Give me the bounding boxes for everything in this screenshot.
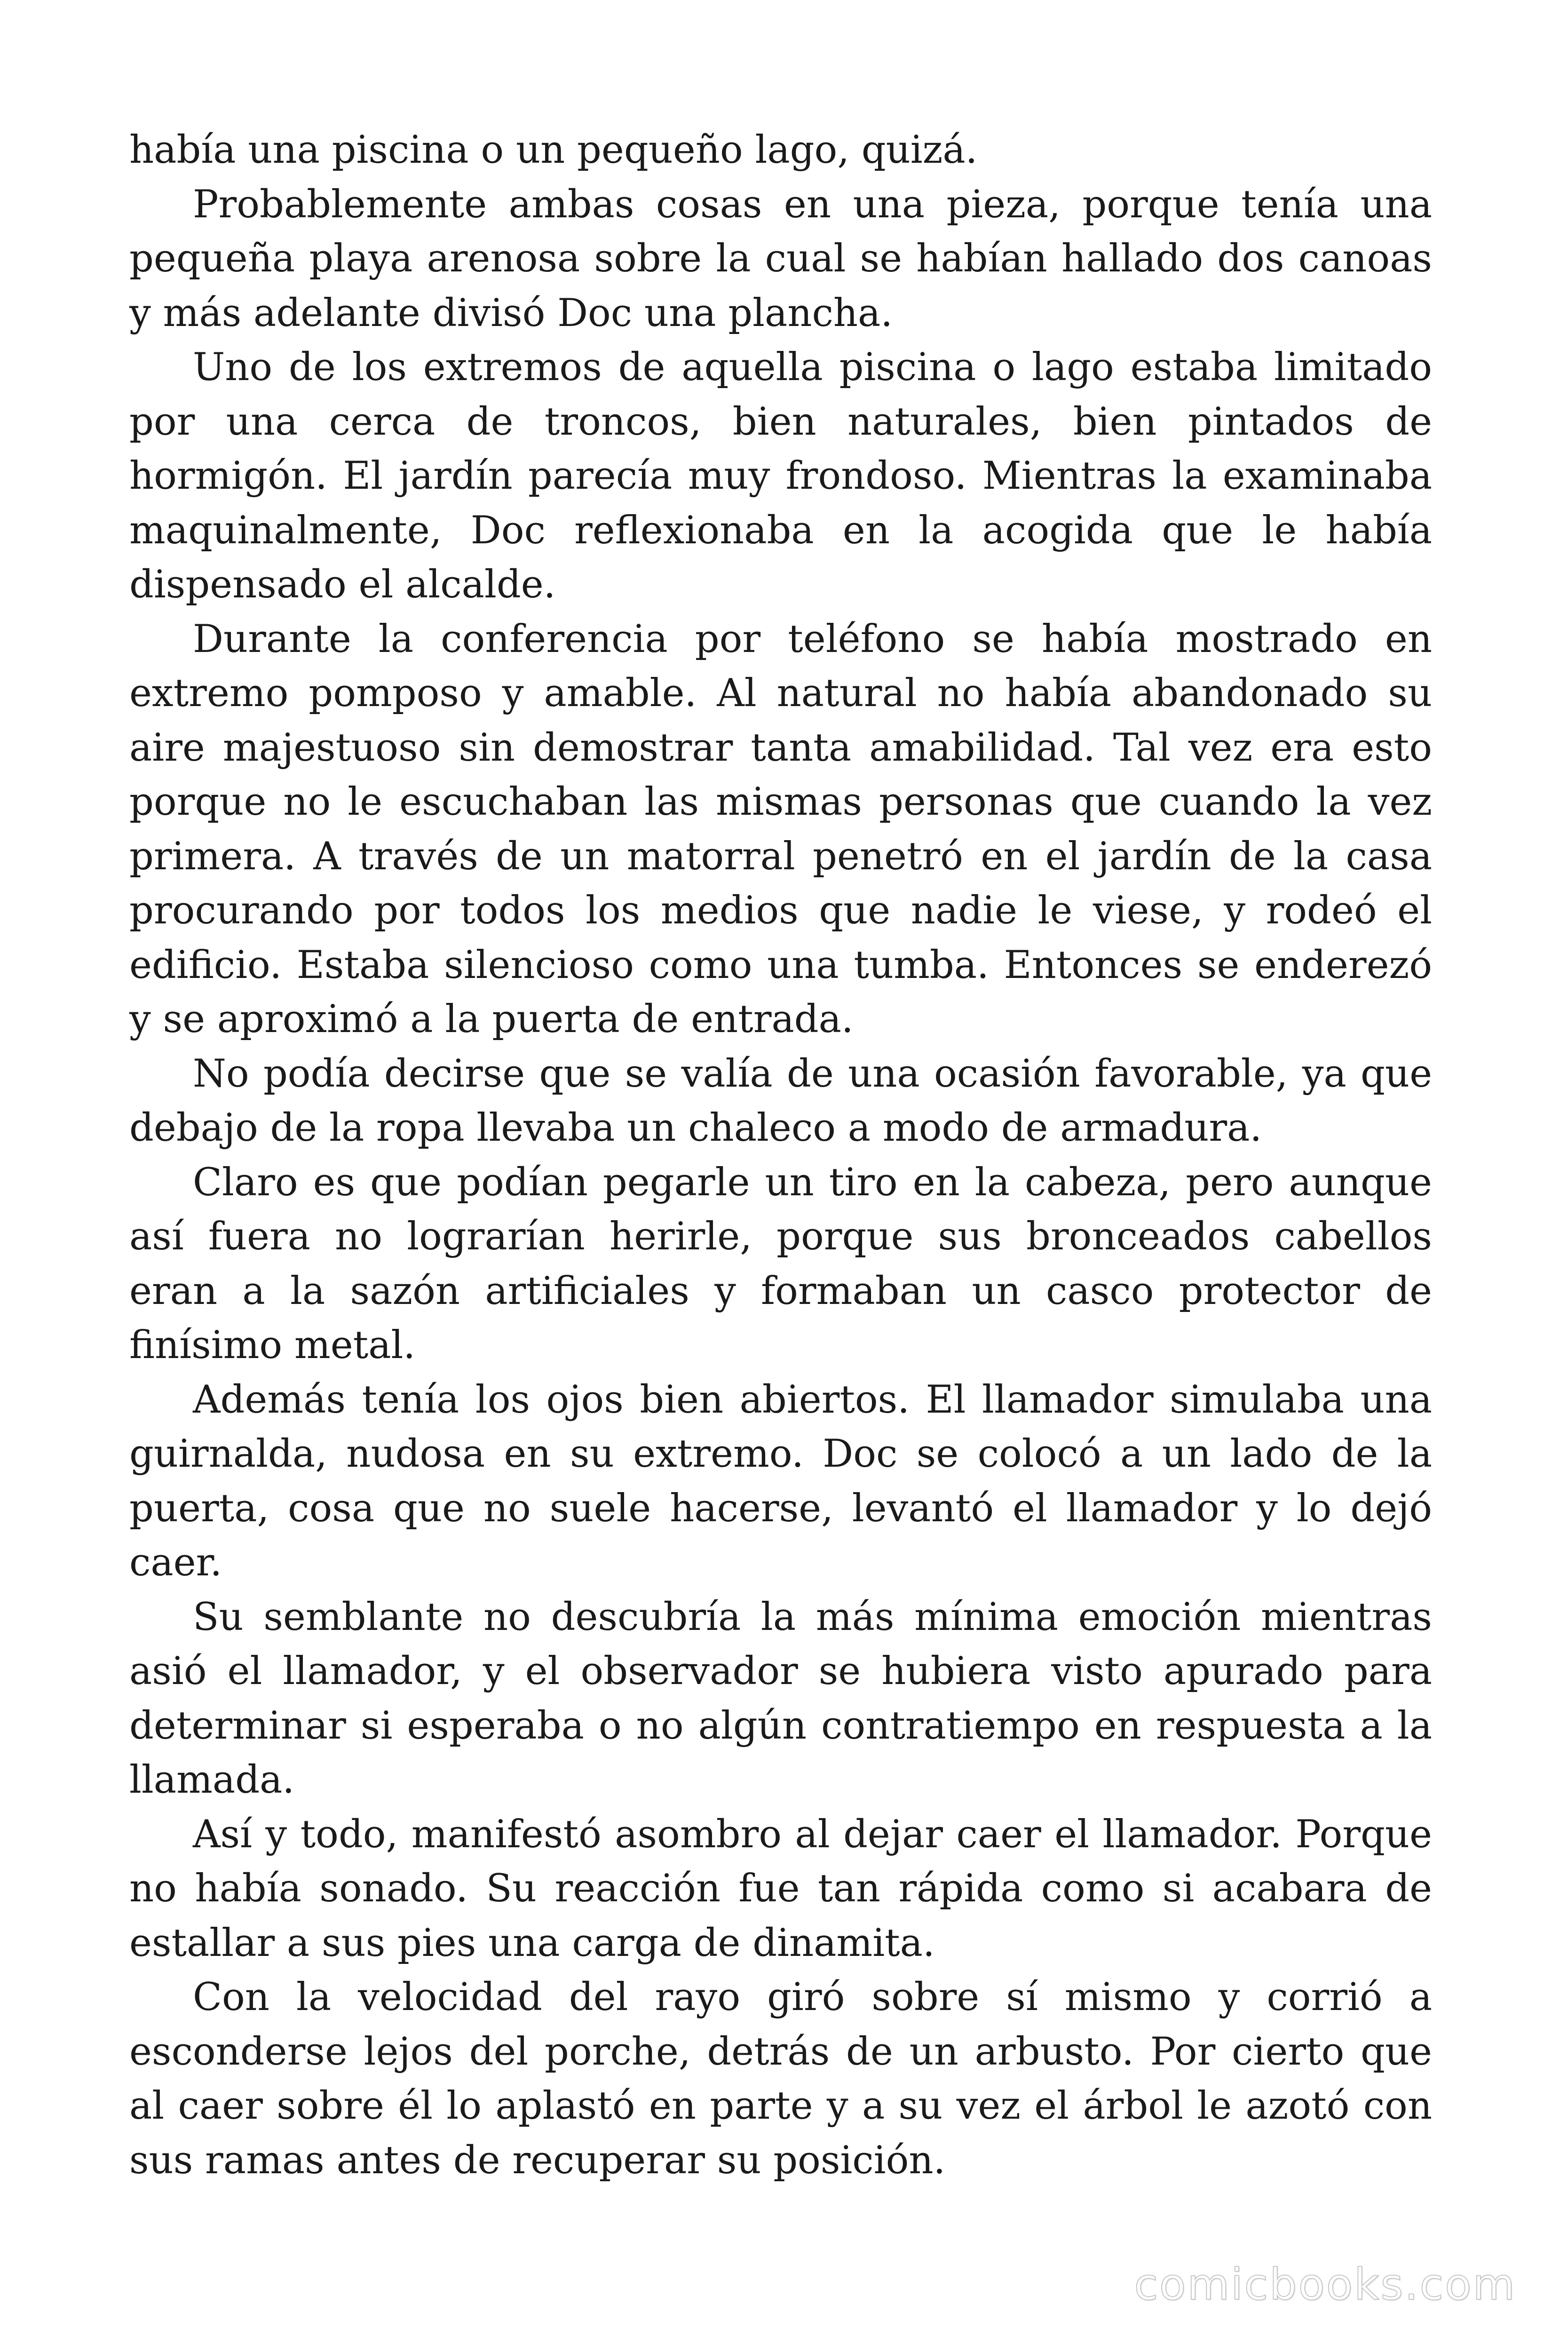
paragraph-8: Su semblante no descubría la más mínima emoción mientras asió el llamador, y el observador se hubiera visto apurado para determinar si esperaba o no algún contratiempo en respuesta a la llamada. [129, 1595, 1432, 1802]
paragraph-10: Con la velocidad del rayo giró sobre sí mismo y corrió a esconderse lejos del porche, detrás de un arbusto. Por cierto que al caer sobre él lo aplastó en parte y a su vez el árbol le azotó con sus ramas antes de recuperar su posición. [129, 1975, 1432, 2183]
paragraph-3: Uno de los extremos de aquella piscina o lago estaba limitado por una cerca de troncos, bien naturales, bien pintados de hormigón. El jardín parecía muy frondoso. Mientras la examinaba maquinalmente, Doc reflexionaba en la acogida que le había dispensado el alcalde. [129, 345, 1432, 607]
watermark: comicbooks.com [1134, 2259, 1516, 2310]
paragraph-6: Claro es que podían pegarle un tiro en la cabeza, pero aunque así fuera no lograrían herirle, porque sus bronceados cabellos eran a la sazón artificiales y formaban un casco protector de finísimo metal. [129, 1160, 1432, 1367]
paragraph-9: Así y todo, manifestó asombro al dejar caer el llamador. Porque no había sonado. Su reacción fue tan rápida como si acabara de estallar a sus pies una carga de dinamita. [129, 1812, 1432, 1965]
paragraph-7: Además tenía los ojos bien abiertos. El llamador simulaba una guirnalda, nudosa en su extremo. Doc se colocó a un lado de la puerta, cosa que no suele hacerse, levantó el llamador y lo dejó caer. [129, 1377, 1432, 1585]
body-text [129, 123, 1432, 2188]
paragraph-2: Probablemente ambas cosas en una pieza, porque tenía una pequeña playa arenosa sobre la cual se habían hallado dos canoas y más adelante divisó Doc una plancha. [129, 182, 1432, 335]
paragraph-5: No podía decirse que se valía de una ocasión favorable, ya que debajo de la ropa llevaba un chaleco a modo de armadura. [129, 1051, 1432, 1150]
paragraph-4: Durante la conferencia por teléfono se había mostrado en extremo pomposo y amable. Al natural no había abandonado su aire majestuoso sin demostrar tanta amabilidad. Tal vez era esto porque no le escuchaban las mismas personas que cuando la vez primera. A través de un matorral penetró en el jardín de la casa procurando por todos los medios que nadie le viese, y rodeó el edificio. Estaba silencioso como una tumba. Entonces se enderezó y se aproximó a la puerta de entrada. [129, 617, 1432, 1041]
paragraph-1: había una piscina o un pequeño lago, quizá. [129, 128, 978, 172]
